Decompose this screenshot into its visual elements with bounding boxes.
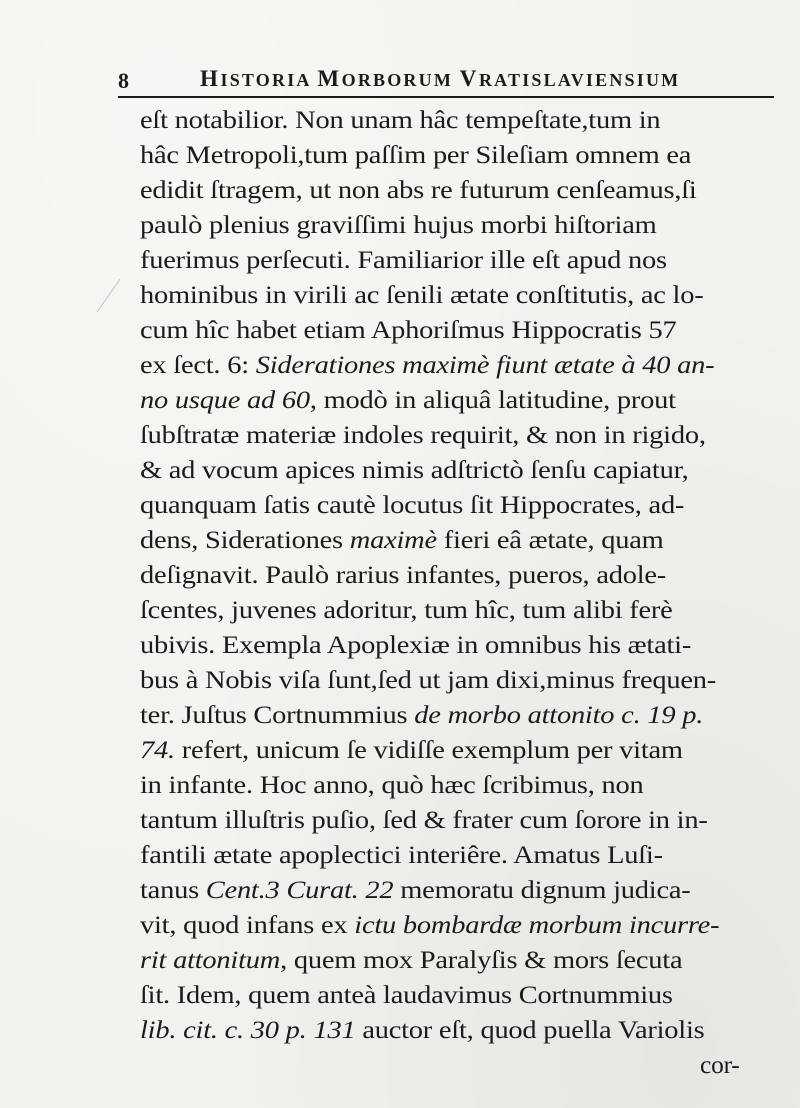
roman-text: ſcentes, juvenes adoritur, tum hîc, tum alibi ferè xyxy=(140,596,673,624)
roman-text: fuerimus perſecuti. Familiarior ille eſt apud nos xyxy=(140,246,667,274)
roman-text: paulò plenius graviſſimi hujus morbi hiſtoriam xyxy=(140,211,657,239)
page-number: 8 xyxy=(118,68,129,93)
roman-text: in infante. Hoc anno, quò hæc ſcribimus, non xyxy=(140,771,644,799)
text-line xyxy=(140,839,663,871)
running-title-part: RATISLAVIENSIUM xyxy=(478,70,681,90)
italic-text: no usque ad 60 xyxy=(140,386,310,414)
roman-text: hominibus in virili ac ſenili ætate conſtitutis, ac lo- xyxy=(140,281,704,309)
roman-text: tanus xyxy=(140,876,206,904)
roman-text: edidit ſtragem, ut non abs re futurum cenſeamus,ſi xyxy=(140,176,697,204)
text-line xyxy=(140,699,703,731)
text-line xyxy=(140,979,673,1011)
roman-text: auctor eſt, quod puella Variolis xyxy=(355,1016,705,1044)
text-line xyxy=(140,419,706,451)
roman-text: quanquam ſatis cautè locutus ſit Hippocrates, ad- xyxy=(140,491,685,519)
roman-text: vit, quod infans ex xyxy=(140,911,355,939)
text-line xyxy=(140,1014,704,1046)
text-line xyxy=(140,244,667,276)
text-line xyxy=(140,349,714,381)
header-rule xyxy=(118,96,774,98)
text-line xyxy=(140,139,691,171)
roman-text: memoratu dignum judica- xyxy=(393,876,691,904)
roman-text: refert, unicum ſe vidiſſe exemplum per vitam xyxy=(174,736,683,764)
roman-text: dens, Siderationes xyxy=(140,526,350,554)
text-line xyxy=(140,174,697,206)
roman-text: bus à Nobis viſa ſunt,ſed ut jam dixi,minus frequen- xyxy=(140,666,716,694)
roman-text: tantum illuſtris puſio, ſed & frater cum ſorore in in- xyxy=(140,806,708,834)
text-line xyxy=(140,944,682,976)
text-line xyxy=(140,769,644,801)
body-text xyxy=(140,104,776,1094)
roman-text: cum hîc habet etiam Aphoriſmus Hippocratis 57 xyxy=(140,316,677,344)
italic-text: 74. xyxy=(140,736,175,764)
text-line xyxy=(140,734,683,766)
running-header xyxy=(118,62,780,102)
text-line xyxy=(140,664,716,696)
running-title xyxy=(200,66,680,92)
running-title-part: ISTORIA xyxy=(220,70,318,90)
roman-text: eſt notabilior. Non unam hâc tempeſtate,tum in xyxy=(140,106,661,134)
margin-mark xyxy=(97,279,139,325)
roman-text: ſit. Idem, quem anteà laudavimus Cortnummius xyxy=(140,981,673,1009)
text-line xyxy=(140,524,664,556)
text-line xyxy=(140,629,691,661)
text-line xyxy=(140,104,660,136)
text-line xyxy=(140,874,690,906)
roman-text: & ad vocum apices nimis adſtrictò ſenſu capiatur, xyxy=(140,456,689,484)
italic-text: Siderationes maximè fiunt ætate à 40 an- xyxy=(255,351,715,379)
text-line xyxy=(140,909,719,941)
roman-text: ſubſtratæ materiæ indoles requirit, & non in rigido, xyxy=(140,421,706,449)
italic-text: Cent.3 Curat. 22 xyxy=(205,876,394,904)
italic-text: maximè xyxy=(349,526,437,554)
text-line xyxy=(140,384,676,416)
text-line xyxy=(140,279,703,311)
running-title-part: M xyxy=(317,66,342,91)
italic-text: ictu bombardæ morbum incurre- xyxy=(354,911,720,939)
text-line xyxy=(140,559,666,591)
running-title-part: ORBORUM xyxy=(341,70,460,90)
catchword: cor- xyxy=(700,1051,740,1079)
text-line xyxy=(140,489,684,521)
roman-text: fieri eâ ætate, quam xyxy=(436,526,664,554)
running-title-part: V xyxy=(459,66,479,91)
text-line xyxy=(140,209,657,241)
roman-text: ter. Juſtus Cortnummius xyxy=(140,701,415,729)
text-line xyxy=(140,314,676,346)
italic-text: de morbo attonito c. 19 p. xyxy=(414,701,704,729)
roman-text: hâc Metropoli,tum paſſim per Sileſiam omnem ea xyxy=(140,141,692,169)
text-line xyxy=(140,594,673,626)
roman-text: , quem mox Paralyſis & mors ſecuta xyxy=(280,946,683,974)
italic-text: lib. cit. c. 30 p. 131 xyxy=(140,1016,356,1044)
roman-text: fantili ætate apoplectici interiêre. Amatus Luſi- xyxy=(140,841,663,869)
running-title-part: H xyxy=(200,66,221,91)
roman-text: , modò in aliquâ latitudine, prout xyxy=(309,386,676,414)
roman-text: ubivis. Exempla Apoplexiæ in omnibus his ætati- xyxy=(140,631,692,659)
text-line xyxy=(140,804,708,836)
roman-text: deſignavit. Paulò rarius infantes, pueros, adole- xyxy=(140,561,667,589)
italic-text: rit attonitum xyxy=(140,946,281,974)
roman-text: ex ſect. 6: xyxy=(140,351,256,379)
text-line xyxy=(140,454,689,486)
